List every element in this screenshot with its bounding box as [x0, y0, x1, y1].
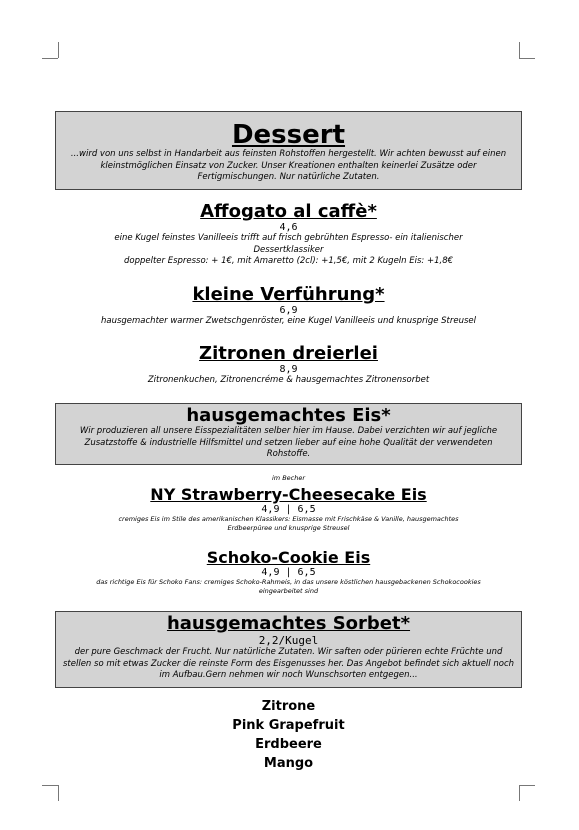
eis-section-box: [55, 403, 522, 465]
flavor-item: Pink Grapefruit: [232, 718, 345, 733]
item-description: das richtige Eis für Schoko Fans: cremiges Schoko-Rahmeis, in das unsere köstlichen hausgebackenen Schokocookies eingearbeitet sind: [96, 578, 481, 595]
item-description: cremiges Eis im Stile des amerikanischen Klassikers: Eismasse mit Frischkäse & Vanille, hausgemachtes Erdbeerpüree und knusprige Streusel: [118, 515, 459, 532]
eis-description: Wir produzieren all unsere Eisspezialitäten selber hier im Hause. Dabei verzichten wir auf jegliche Zusatzstoffe & industrielle Hilfsmittel und setzen lieber auf eine hohe Qualität der verwendeten Rohstoffe.: [79, 426, 498, 459]
crop-mark-bottom-right: [519, 785, 520, 801]
menu-item-ny-strawberry-cheesecake: [55, 485, 522, 533]
menu-item-affogato: [55, 202, 522, 268]
crop-mark-top-left: [42, 58, 58, 59]
item-description: Zitronenkuchen, Zitronencréme & hausgemachtes Zitronensorbet: [147, 375, 430, 385]
crop-mark-top-left: [58, 42, 59, 58]
dessert-header-box: [55, 111, 522, 190]
item-name: Affogato al caffè*: [200, 201, 377, 222]
eis-title: hausgemachtes Eis*: [186, 405, 391, 426]
flavor-item: Zitrone: [261, 699, 316, 714]
sorbet-description: der pure Geschmack der Frucht. Nur natürliche Zutaten. Wir saften oder pürieren echte Früchte und stellen so mit etwas Zucker die reinste Form des Eisgenusses her. Das Angebot befindet sich aktuell noch im Aufbau.Gern nehmen wir noch Wunschsorten entgegen...: [62, 647, 515, 680]
item-price: 6,9: [279, 305, 298, 316]
sorbet-flavor-list: [55, 697, 522, 773]
menu-item-kleine-verfuehrung: [55, 285, 522, 328]
sorbet-title: hausgemachtes Sorbet*: [166, 613, 411, 634]
dessert-title: Dessert: [231, 120, 346, 150]
item-name: kleine Verführung*: [192, 284, 385, 305]
item-price: 4,9 | 6,5: [261, 567, 316, 578]
item-price: 8,9: [279, 364, 298, 375]
item-extras: doppelter Espresso: + 1€, mit Amaretto (2cl): +1,5€, mit 2 Kugeln Eis: +1,8€: [123, 256, 454, 266]
menu-item-schoko-cookie: [55, 548, 522, 596]
dessert-intro: ...wird von uns selbst in Handarbeit aus feinsten Rohstoffen hergestellt. Wir achten bewusst auf einen kleinstmöglichen Einsatz von Zucker. Unser Kreationen enthalten keinerlei Zusätze oder Fertigmischungen. Nur natürliche Zutaten.: [70, 149, 507, 182]
sorbet-section-box: [55, 611, 522, 688]
becher-label: im Becher: [271, 474, 306, 482]
item-price: 4,9 | 6,5: [261, 504, 316, 515]
crop-mark-top-right: [519, 58, 535, 59]
item-price: 4,6: [279, 222, 298, 233]
item-description: eine Kugel feinstes Vanilleeis trifft auf frisch gebrühten Espresso- ein italienischer Dessertklassiker: [114, 233, 463, 255]
crop-mark-bottom-left: [42, 785, 58, 786]
item-name: NY Strawberry-Cheesecake Eis: [150, 485, 427, 504]
item-description: hausgemachter warmer Zwetschgenröster, eine Kugel Vanilleeis und knusprige Streusel: [100, 316, 477, 326]
flavor-item: Mango: [263, 756, 314, 771]
crop-mark-bottom-left: [58, 785, 59, 801]
menu-item-zitronen-dreierlei: [55, 344, 522, 387]
crop-mark-top-right: [519, 42, 520, 58]
item-name: Schoko-Cookie Eis: [206, 548, 371, 567]
crop-mark-bottom-right: [519, 785, 535, 786]
item-name: Zitronen dreierlei: [199, 343, 378, 364]
sorbet-price: 2,2/Kugel: [258, 634, 319, 647]
flavor-item: Erdbeere: [255, 737, 322, 752]
